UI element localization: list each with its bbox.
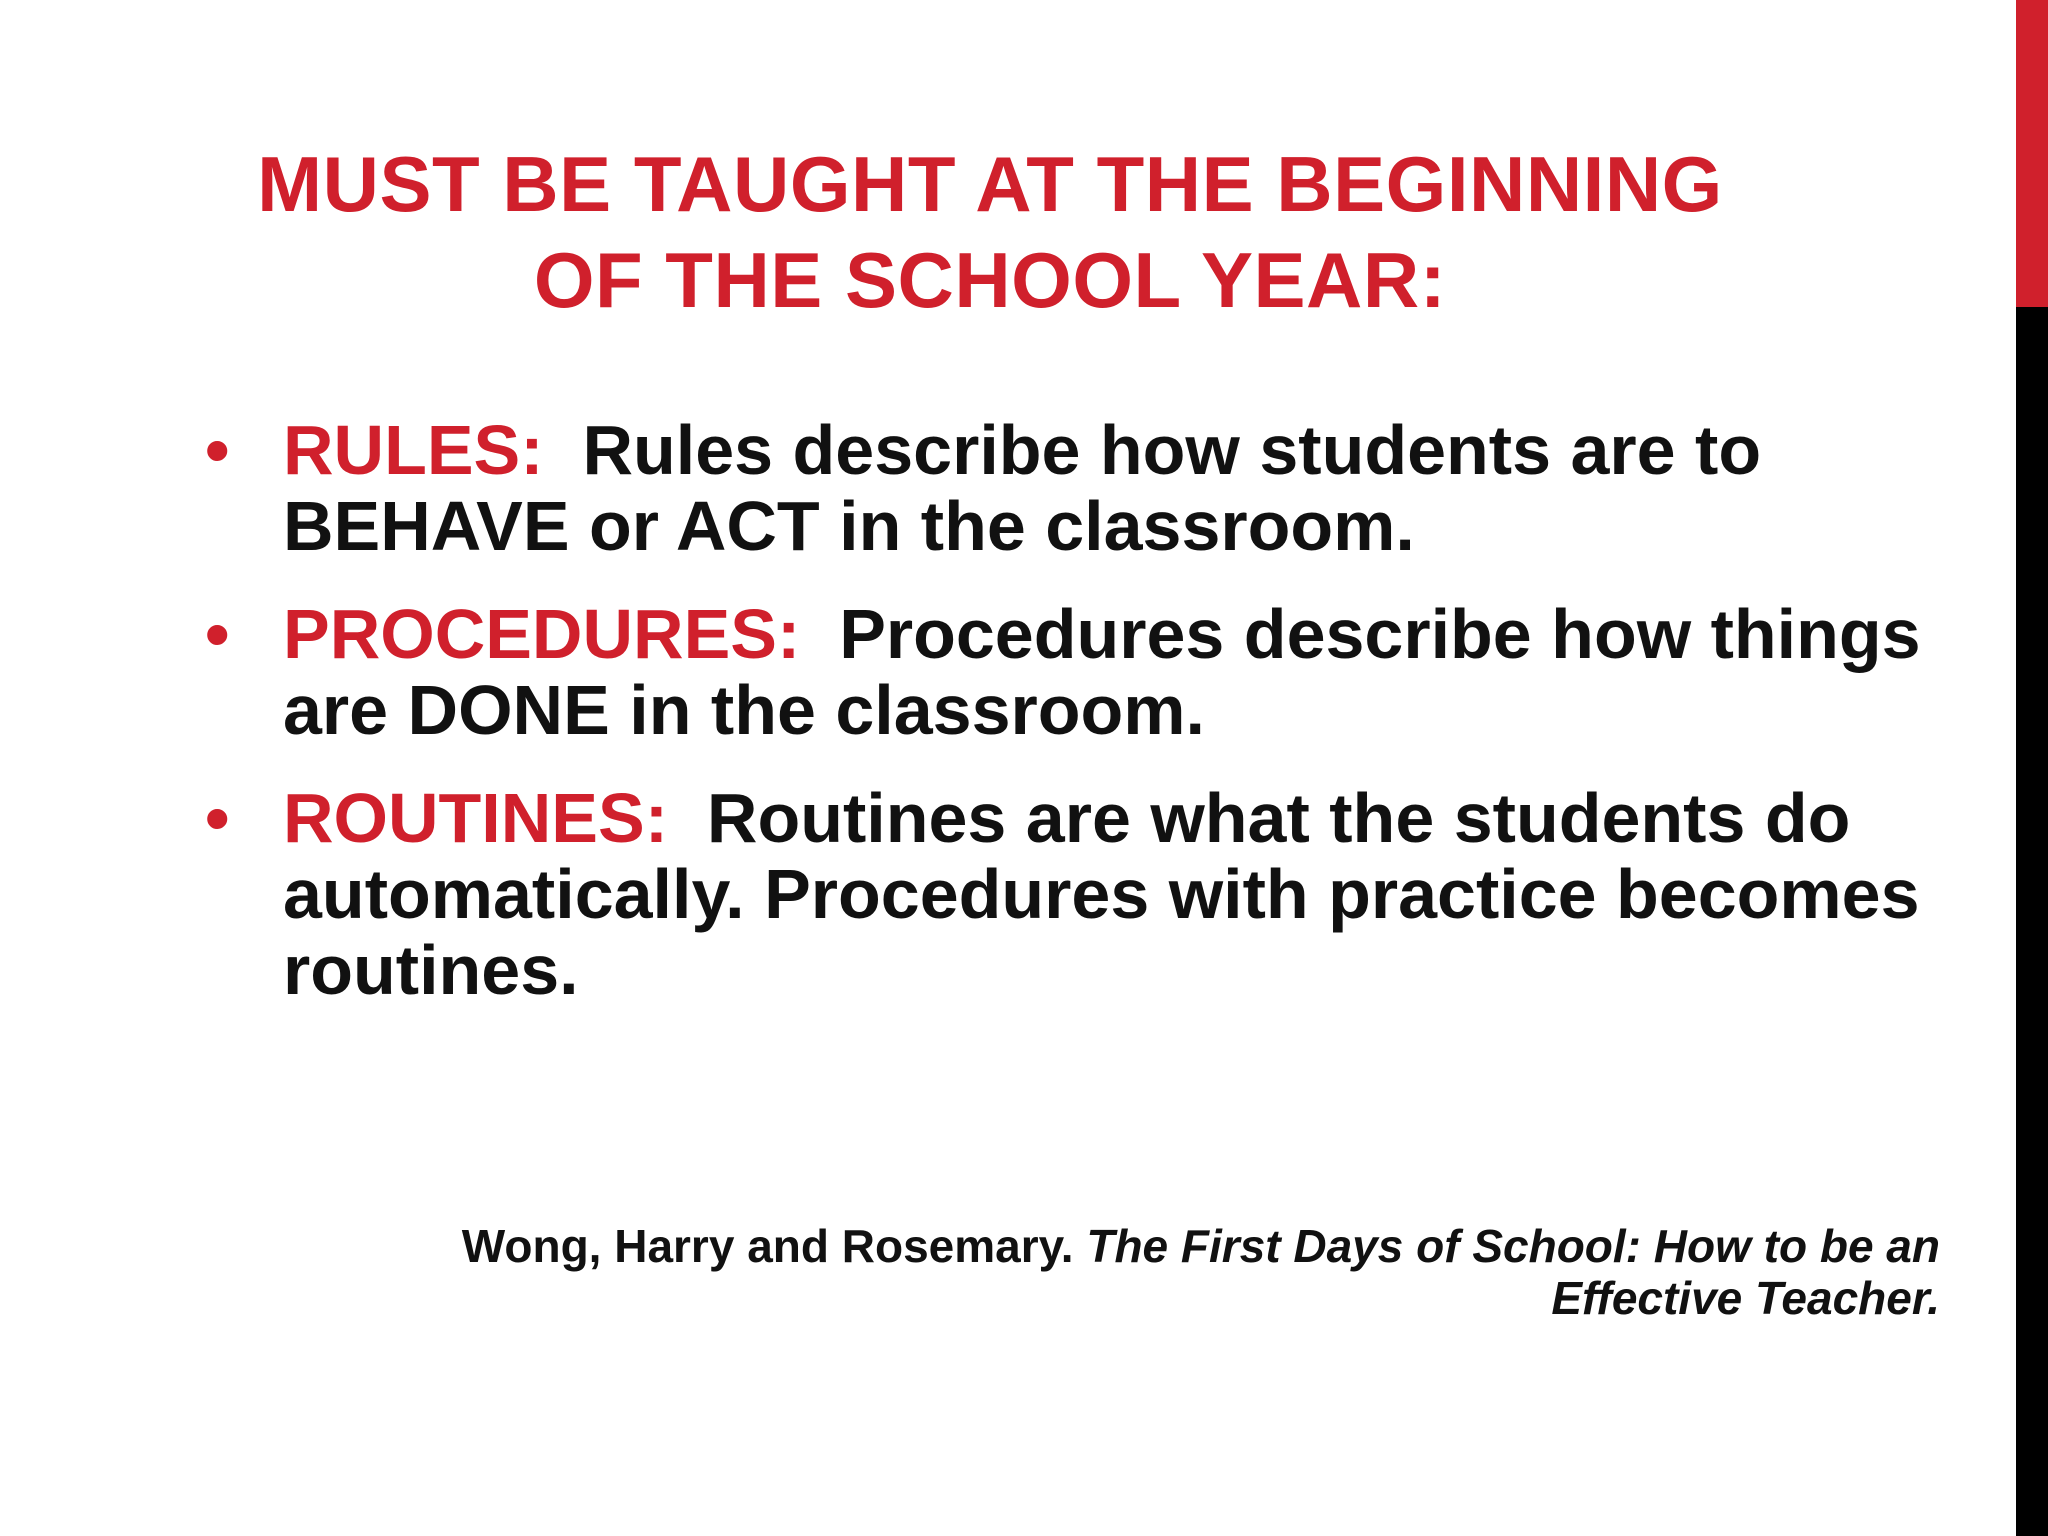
bullet-routines [205, 780, 1965, 1008]
slide-title [150, 136, 1830, 328]
side-bar [2016, 307, 2048, 1536]
bullet-text: Rules describe how students are to BEHAVE or ACT in the classroom. [283, 411, 1762, 565]
bullet-term: RULES: [283, 411, 544, 489]
citation [300, 1220, 1940, 1324]
accent-side-bar [2016, 0, 2048, 307]
bullet-list [205, 412, 1965, 1040]
bullet-dot-icon: • [205, 411, 230, 489]
bullet-dot-icon: • [205, 779, 230, 857]
citation-book-title: The First Days of School: How to be an Effective Teacher. [1086, 1220, 1940, 1324]
citation-authors: Wong, Harry and Rosemary. [461, 1220, 1074, 1272]
bullet-text: Routines are what the students do automatically. Procedures with practice becomes routines. [283, 779, 1920, 1009]
slide-title-line-1: MUST BE TAUGHT AT THE BEGINNING [257, 140, 1723, 228]
bullet-term: PROCEDURES: [283, 595, 801, 673]
bullet-rules [205, 412, 1965, 564]
bullet-text: Procedures describe how things are DONE in the classroom. [283, 595, 1921, 749]
bullet-term: ROUTINES: [283, 779, 668, 857]
slide-title-line-2: OF THE SCHOOL YEAR: [533, 236, 1447, 324]
bullet-dot-icon: • [205, 595, 230, 673]
bullet-procedures [205, 596, 1965, 748]
